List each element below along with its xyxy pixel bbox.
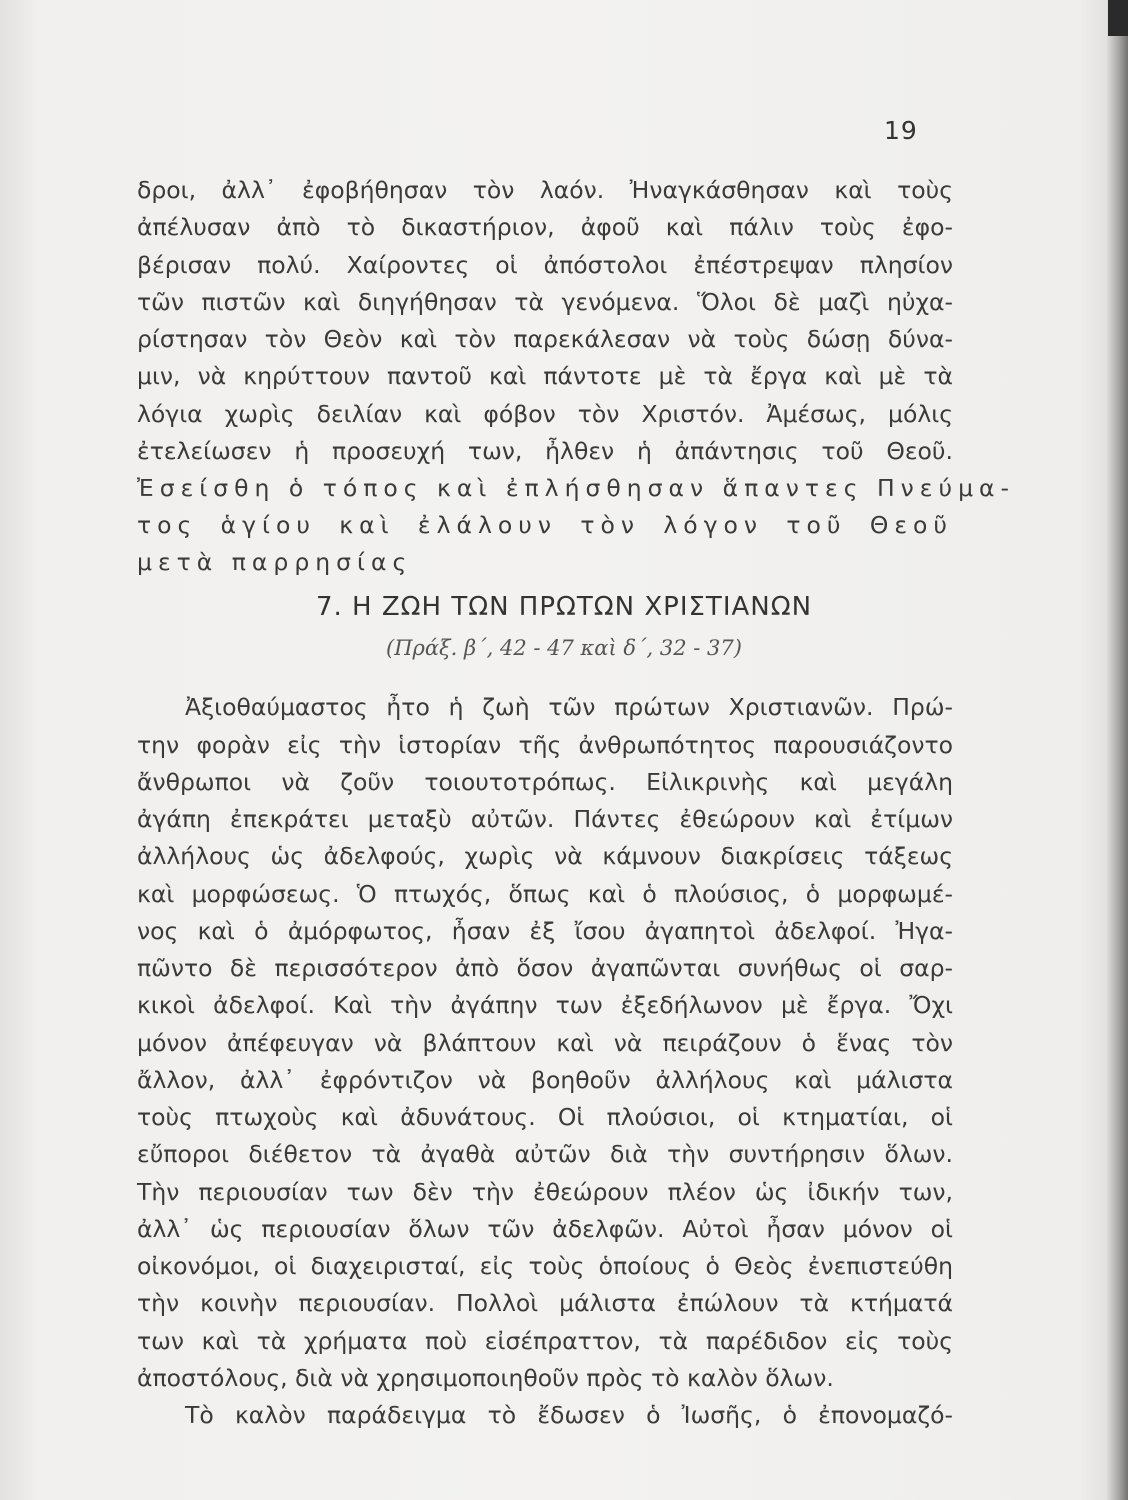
text-line: Ἀξιοθαύμαστος ἦτο ἡ ζωὴ τῶν πρώτων Χριστιανῶν. Πρώ-: [185, 693, 953, 721]
text-line: ἄνθρωποι νὰ ζοῦν τοιουτοτρόπως. Εἰλικρινὴς καὶ μεγάλη: [137, 768, 953, 796]
text-line: των καὶ τὰ χρήματα ποὺ εἰσέπραττον, τὰ παρέδιδον εἰς τοὺς: [137, 1327, 953, 1355]
text-line: μόνον ἀπέφευγαν νὰ βλάπτουν καὶ νὰ πειράζουν ὁ ἕνας τὸν: [137, 1029, 953, 1057]
page-number: 19: [884, 116, 918, 145]
text-line: εὔποροι διέθετον τὰ ἀγαθὰ αὐτῶν διὰ τὴν συντήρησιν ὅλων.: [137, 1140, 953, 1168]
text-line: ἀποστόλους, διὰ νὰ χρησιμοποιηθοῦν πρὸς τὸ καλὸν ὅλων.: [137, 1364, 834, 1392]
text-line: πῶντο δὲ περισσότερον ἀπὸ ὅσον ἀγαπῶνται συνήθως οἱ σαρ-: [137, 954, 953, 982]
text-line: καὶ μορφώσεως. Ὁ πτωχός, ὅπως καὶ ὁ πλούσιος, ὁ μορφωμέ-: [137, 880, 953, 908]
text-line: ἐτελείωσεν ἡ προσευχή των, ἦλθεν ἡ ἀπάντησις τοῦ Θεοῦ.: [137, 437, 953, 465]
text-line: ἀλλήλους ὡς ἀδελφούς, χωρὶς νὰ κάμνουν διακρίσεις τάξεως: [137, 842, 953, 870]
text-line: νος καὶ ὁ ἀμόρφωτος, ἦσαν ἐξ ἴσου ἀγαπητοὶ ἀδελφοί. Ἠγα-: [137, 917, 953, 945]
page-edge-shadow: [1106, 0, 1128, 1500]
text-line: την φορὰν εἰς τὴν ἱστορίαν τῆς ἀνθρωπότητος παρουσιάζοντο: [137, 731, 953, 759]
text-line: Τὸ καλὸν παράδειγμα τὸ ἔδωσεν ὁ Ἰωσῆς, ὁ ἐπονομαζό-: [185, 1401, 953, 1429]
text-line: μετὰ παρρησίας: [137, 548, 413, 576]
text-line: βέρισαν πολύ. Χαίροντες οἱ ἀπόστολοι ἐπέστρεψαν πλησίον: [137, 251, 953, 279]
scan-corner-mark: [1108, 0, 1128, 36]
text-line: Τὴν περιουσίαν των δὲν τὴν ἐθεώρουν πλέον ὡς ἰδικήν των,: [137, 1178, 953, 1206]
text-line: Ἐσείσθη ὁ τόπος καὶ ἐπλήσθησαν ἅπαντες Πνεύμα-: [137, 474, 1016, 502]
text-line: τος ἁγίου καὶ ἐλάλουν τὸν λόγον τοῦ Θεοῦ: [137, 511, 953, 539]
text-line: τὴν κοινὴν περιουσίαν. Πολλοὶ μάλιστα ἐπώλουν τὰ κτήματά: [137, 1289, 953, 1317]
text-line: ρίστησαν τὸν Θεὸν καὶ τὸν παρεκάλεσαν νὰ τοὺς δώσῃ δύνα-: [137, 325, 953, 353]
text-line: τῶν πιστῶν καὶ διηγήθησαν τὰ γενόμενα. Ὅλοι δὲ μαζὶ ηὐχα-: [137, 288, 953, 316]
text-line: οἰκονόμοι, οἱ διαχειρισταί, εἰς τοὺς ὁποίους ὁ Θεὸς ἐνεπιστεύθη: [137, 1252, 953, 1280]
text-line: τοὺς πτωχοὺς καὶ ἀδυνάτους. Οἱ πλούσιοι, οἱ κτηματίαι, οἱ: [137, 1103, 953, 1131]
text-line: ἀλλ᾽ ὡς περιουσίαν ὅλων τῶν ἀδελφῶν. Αὐτοὶ ἦσαν μόνον οἱ: [137, 1215, 953, 1243]
text-line: μιν, νὰ κηρύττουν παντοῦ καὶ πάντοτε μὲ τὰ ἔργα καὶ μὲ τὰ: [137, 362, 953, 390]
text-line: ἄλλον, ἀλλ᾽ ἐφρόντιζον νὰ βοηθοῦν ἀλλήλους καὶ μάλιστα: [137, 1066, 953, 1094]
text-line: ἀγάπη ἐπεκράτει μεταξὺ αὐτῶν. Πάντες ἐθεώρουν καὶ ἐτίμων: [137, 805, 953, 833]
text-line: κικοὶ ἀδελφοί. Καὶ τὴν ἀγάπην των ἐξεδήλωνον μὲ ἔργα. Ὄχι: [137, 991, 953, 1019]
text-line: λόγια χωρὶς δειλίαν καὶ φόβον τὸν Χριστόν. Ἀμέσως, μόλις: [137, 400, 953, 428]
section-heading: 7. Η ΖΩΗ ΤΩΝ ΠΡΩΤΩΝ ΧΡΙΣΤΙΑΝΩΝ: [315, 592, 813, 622]
text-line: δροι, ἀλλ᾽ ἐφοβήθησαν τὸν λαόν. Ἠναγκάσθησαν καὶ τοὺς: [137, 176, 953, 204]
text-line: ἀπέλυσαν ἀπὸ τὸ δικαστήριον, ἀφοῦ καὶ πάλιν τοὺς ἐφο-: [137, 213, 953, 241]
section-reference: (Πράξ. β΄, 42 - 47 καὶ δ΄, 32 - 37): [386, 636, 742, 660]
